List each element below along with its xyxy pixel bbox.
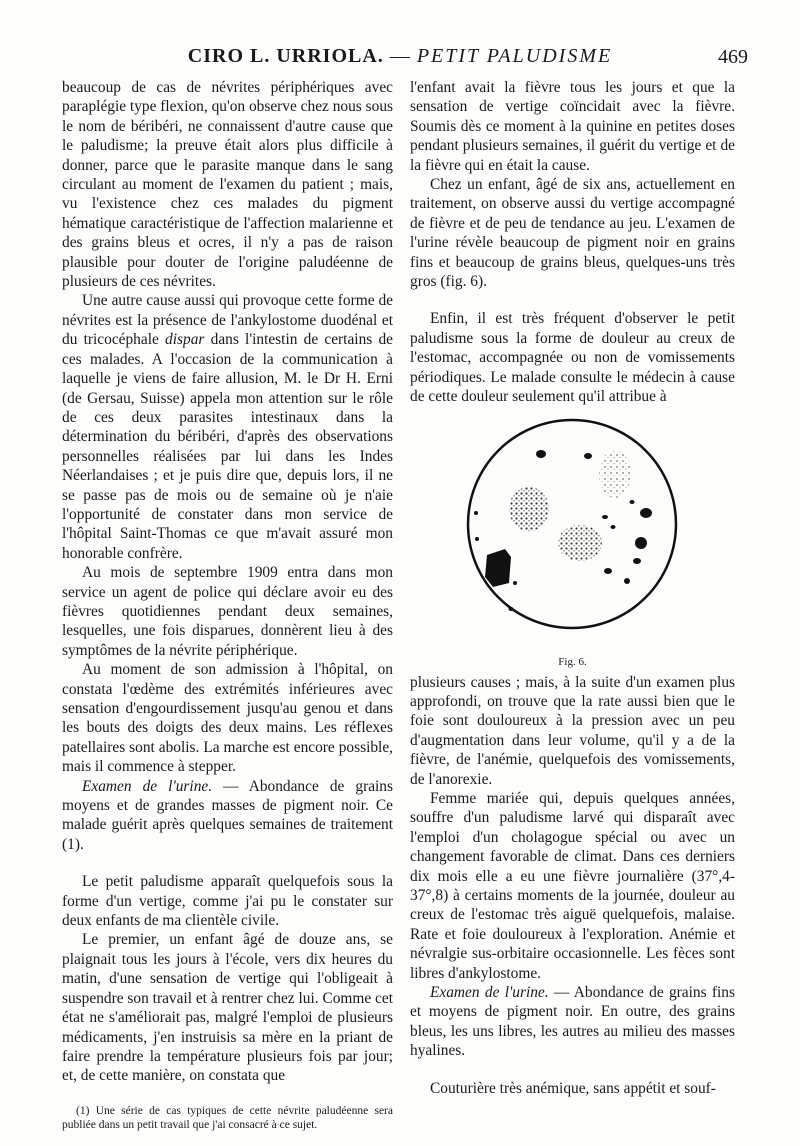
- section-gap: [410, 291, 735, 309]
- microscope-field-circle: [468, 420, 676, 628]
- right-p6-text: — Abondance de grains fins et moyens de pigment noir. En outre, des grains bleus, les uns libres, les autres au milieu des masses hyalines.: [410, 984, 735, 1060]
- header-dash: —: [389, 45, 411, 67]
- left-p2-end: dans l'intestin de certains de ces malades. A l'occasion de la communication à laquelle je viens de faire allusion, M. le Dr H. Erni (de Gersau, Suisse) appela mon attention sur le rôle de ces deux parasites intestinaux dans la détermination du béribéri, d'après des observations personnelles réalisées par lui dans les Indes Néerlandaises ; et je puis dire que, depuis lors, il ne se passe pas de mois ou de semaine où je n'aie l'opportunité de constater dans mon service de l'hôpital Saint-Thomas ce que m'avait assuré mon honorable confrère.: [62, 331, 393, 562]
- left-p2-italic: dispar: [165, 331, 205, 349]
- header-author: CIRO L. URRIOLA.: [187, 45, 384, 67]
- left-paragraph-3: Au mois de septembre 1909 entra dans mon service un agent de police qui déclare avoir eu des fièvres quotidiennes pendant deux semaines, lesquelles, une fois disparues, donnèrent lieu à des symptômes de la névrite périphérique.: [62, 564, 393, 659]
- right-paragraph-1: l'enfant avait la fièvre tous les jours et que la sensation de vertige coïncidait avec la fièvre. Soumis dès ce moment à la quinine en petites doses pendant plusieurs semaines, il guérit du vertige et de la fièvre qui en était la cause.: [410, 79, 735, 174]
- left-p5-text: — Abondance de grains moyens et de grandes masses de pigment noir. Ce malade guérit après quelques semaines de traitement (1).: [62, 777, 393, 853]
- running-header: [0, 44, 800, 72]
- left-paragraph-6: Le petit paludisme apparaît quelquefois sous la forme d'un vertige, comme j'ai pu le constater sur deux enfants de ma clientèle civile.: [62, 873, 393, 930]
- running-head: [0, 44, 800, 68]
- right-paragraph-3: Enfin, il est très fréquent d'observer le petit paludisme sous la forme de douleur au creux de l'estomac, accompagnée ou non de vomissements périodiques. Le malade consulte le médecin à cause de cette douleur seulement qu'il attribue à: [410, 310, 735, 406]
- right-p6-italic: Examen de l'urine.: [430, 984, 549, 1001]
- figure-caption: Fig. 6.: [558, 655, 587, 668]
- left-paragraph-7: Le premier, un enfant âgé de douze ans, se plaignait tous les jours à l'école, vers dix heures du matin, d'une sensation de vertige qui l'obligeait à suspendre son travail et à rentrer chez lui. Comme cet état ne s'améliorait pas, malgré l'emploi de plusieurs médicaments, j'en instruisis sa mère en la priant de faire prendre la température plusieurs fois par jour; et, de cette manière, on constata que: [62, 931, 393, 1085]
- left-paragraph-2: [62, 291, 393, 563]
- left-paragraph-1: beaucoup de cas de névrites périphériques avec paraplégie type flexion, qu'on observe chez nous sous le nom de béribéri, ne connaissent d'autre cause que le paludisme; la preuve était alors plus difficile à donner, parce que le parasite manque dans le sang circulant au moment de l'examen du patient ; mais, vu l'existence chez ces malades du pigment hématique caractéristique de l'affection malarienne et des grains bleus et ocres, il n'y a pas de raison plausible pour douter de l'origine paludéenne de plusieurs de ces névrites.: [62, 79, 394, 291]
- header-title: PETIT PALUDISME: [416, 45, 613, 67]
- right-paragraph-7: Couturière très anémique, sans appétit et souf-: [430, 1079, 716, 1097]
- left-p5-italic: Examen de l'urine.: [82, 777, 213, 795]
- right-column: [410, 78, 735, 1098]
- figure-6: [410, 417, 735, 673]
- right-paragraph-2: Chez un enfant, âgé de six ans, actuellement en traitement, on observe aussi du vertige accompagné de fièvre et de peu de tendance au jeu. L'examen de l'urine révèle beaucoup de pigment noir en grains fins et beaucoup de grains bleus, quelques-uns très gros (fig. 6).: [410, 176, 735, 291]
- page-number: 469: [718, 46, 748, 68]
- right-paragraph-4: plusieurs causes ; mais, à la suite d'un examen plus approfondi, on trouve que la rate aussi bien que le foie sont douloureux à la pression avec un peu d'augmentation dans leur volume, qu'il y a de la fièvre, de l'anémie, quelquefois des vomissements, de l'anorexie.: [410, 673, 735, 788]
- section-gap: [62, 854, 393, 872]
- microscope-field-illustration: [465, 417, 680, 632]
- right-paragraph-6: [410, 983, 735, 1061]
- left-p2-start: Une autre cause aussi qui provoque cette forme de névrites est la présence de l'ankylostome duodénal et du tricocéphale: [62, 292, 393, 349]
- left-paragraph-4: Au moment de son admission à l'hôpital, on constata l'œdème des extrémités inférieures avec sensation d'engourdissement jusqu'au genou et dans les bouts des doigts des deux mains. Les réflexes patellaires sont abolis. La marche est encore possible, mais il commence à stepper.: [62, 661, 393, 776]
- right-paragraph-5: Femme mariée qui, depuis quelques années, souffre d'un paludisme larvé qui disparaît avec l'emploi d'un cholagogue spécial ou avec un changement favorable de climat. Dans ces derniers dix mois elle a eu une fièvre journalière (37°,4-37°,8) à certains moments de la journée, douleur au creux de l'estomac très aiguë quelquefois, malaise. Rate et foie douloureux à l'exploration. Anémie et névralgie sus-orbitaire occasionnelle. Les fèces sont libres d'ankylostome.: [410, 789, 735, 982]
- left-column: [62, 78, 393, 1132]
- left-paragraph-5: [62, 777, 393, 855]
- section-gap: [410, 1061, 735, 1079]
- footnote: (1) Une série de cas typiques de cette névrite paludéenne sera publiée dans un petit travail que j'ai consacré à ce sujet.: [62, 1104, 393, 1131]
